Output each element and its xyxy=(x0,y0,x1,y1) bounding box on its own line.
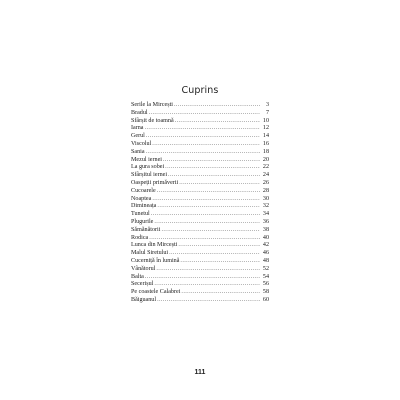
toc-entry xyxy=(131,266,269,274)
toc-entry-page: 26 xyxy=(262,179,269,186)
toc-dot-leader xyxy=(174,102,260,110)
toc-dot-leader xyxy=(156,266,260,274)
toc-entry xyxy=(131,133,269,141)
toc-entry xyxy=(131,110,269,118)
toc-dot-leader xyxy=(146,133,260,141)
toc-dot-leader xyxy=(157,188,260,196)
toc-entry-page: 3 xyxy=(265,102,269,108)
toc-entry-title: Serile la Mircești xyxy=(131,102,173,108)
toc-entry-page: 52 xyxy=(262,265,269,272)
toc-entry xyxy=(131,188,269,196)
toc-entry xyxy=(131,172,269,180)
toc-entry xyxy=(131,157,269,165)
toc-dot-leader xyxy=(157,297,260,305)
toc-entry-title: Viscolul xyxy=(131,140,152,147)
toc-entry-page: 54 xyxy=(262,273,269,280)
toc-dot-leader xyxy=(179,180,260,188)
toc-entry-page: 58 xyxy=(262,289,269,296)
toc-dot-leader xyxy=(152,141,260,149)
toc-entry xyxy=(131,141,269,149)
toc-dot-leader xyxy=(163,157,260,165)
toc-entry-title: Iarna xyxy=(131,125,144,132)
toc-entry xyxy=(131,118,269,126)
toc-entry-page: 18 xyxy=(262,148,269,155)
toc-entry xyxy=(131,274,269,282)
toc-entry-title: Gerul xyxy=(131,133,145,140)
toc-dot-leader xyxy=(168,172,260,180)
table-of-contents xyxy=(131,102,269,305)
toc-entry xyxy=(131,164,269,172)
toc-entry xyxy=(131,242,269,250)
toc-dot-leader xyxy=(180,258,260,266)
toc-entry xyxy=(131,196,269,204)
toc-entry xyxy=(131,219,269,227)
toc-dot-leader xyxy=(149,235,260,243)
toc-entry-page: 22 xyxy=(262,164,269,171)
toc-entry-title: Băiguanul xyxy=(131,296,157,303)
toc-entry-title: Sania xyxy=(131,148,145,155)
toc-entry-page: 10 xyxy=(262,117,269,124)
toc-entry-title: Noaptea xyxy=(131,195,152,202)
toc-entry-title: La gura sobei xyxy=(131,164,165,171)
toc-entry-title: Sfârșitul iernei xyxy=(131,172,168,179)
toc-entry xyxy=(131,125,269,133)
toc-dot-leader xyxy=(149,110,260,118)
toc-entry-title: Cucerniță în lumină xyxy=(131,257,180,264)
toc-entry xyxy=(131,297,269,305)
toc-dot-leader xyxy=(157,203,260,211)
toc-entry-page: 60 xyxy=(262,296,269,303)
toc-entry-page: 32 xyxy=(262,203,269,210)
toc-entry xyxy=(131,250,269,258)
toc-entry-page: 42 xyxy=(262,242,269,249)
toc-entry-title: Oaspeții primăverii xyxy=(131,179,179,186)
toc-entry-page: 48 xyxy=(262,257,269,264)
toc-entry-page: 30 xyxy=(262,195,269,202)
toc-entry-page: 12 xyxy=(262,125,269,132)
page-title: Cuprins xyxy=(181,85,219,96)
toc-entry-title: Lunca din Mircești xyxy=(131,242,178,249)
toc-entry-title: Tunetul xyxy=(131,211,150,218)
toc-entry-title: Secerișul xyxy=(131,281,154,288)
toc-entry-page: 16 xyxy=(262,140,269,147)
toc-entry xyxy=(131,281,269,289)
toc-entry-title: Sfârșit de toamnă xyxy=(131,117,174,124)
toc-dot-leader xyxy=(146,149,260,157)
toc-entry-page: 38 xyxy=(262,226,269,233)
toc-dot-leader xyxy=(151,211,260,219)
toc-entry-title: Cucoarele xyxy=(131,187,156,194)
toc-entry xyxy=(131,203,269,211)
toc-entry-page: 28 xyxy=(262,187,269,194)
toc-dot-leader xyxy=(161,227,260,235)
toc-entry-page: 7 xyxy=(265,109,269,116)
toc-entry-title: Pe coastele Calabrei xyxy=(131,289,181,296)
toc-entry xyxy=(131,258,269,266)
toc-entry-title: Balta xyxy=(131,273,144,280)
toc-dot-leader xyxy=(154,219,260,227)
toc-dot-leader xyxy=(178,242,260,250)
toc-entry-title: Malul Siretului xyxy=(131,250,169,257)
toc-dot-leader xyxy=(154,281,260,289)
toc-entry-title: Mezul iernei xyxy=(131,156,162,163)
toc-entry-page: 46 xyxy=(262,250,269,257)
toc-entry xyxy=(131,149,269,157)
toc-entry xyxy=(131,102,269,110)
toc-entry-title: Dimineața xyxy=(131,203,157,210)
toc-dot-leader xyxy=(165,164,260,172)
toc-dot-leader xyxy=(145,125,260,133)
toc-dot-leader xyxy=(181,289,260,297)
toc-entry-title: Vânătorul xyxy=(131,265,156,272)
toc-entry-title: Sămănătorii xyxy=(131,226,161,233)
toc-entry-page: 24 xyxy=(262,172,269,179)
toc-entry-page: 40 xyxy=(262,234,269,241)
toc-entry-page: 20 xyxy=(262,156,269,163)
toc-entry xyxy=(131,180,269,188)
toc-dot-leader xyxy=(145,274,260,282)
toc-entry-page: 14 xyxy=(262,133,269,140)
toc-entry xyxy=(131,227,269,235)
toc-dot-leader xyxy=(152,196,260,204)
toc-dot-leader xyxy=(169,250,260,258)
toc-entry-title: Plugurile xyxy=(131,218,154,225)
toc-entry-page: 56 xyxy=(262,281,269,288)
toc-entry xyxy=(131,235,269,243)
toc-entry-page: 34 xyxy=(262,211,269,218)
toc-entry-title: Rodica xyxy=(131,234,149,241)
page-number: 111 xyxy=(194,369,206,376)
toc-entry-page: 36 xyxy=(262,218,269,225)
toc-entry xyxy=(131,211,269,219)
toc-dot-leader xyxy=(175,118,260,126)
toc-entry xyxy=(131,289,269,297)
toc-entry-title: Bradul xyxy=(131,109,148,116)
